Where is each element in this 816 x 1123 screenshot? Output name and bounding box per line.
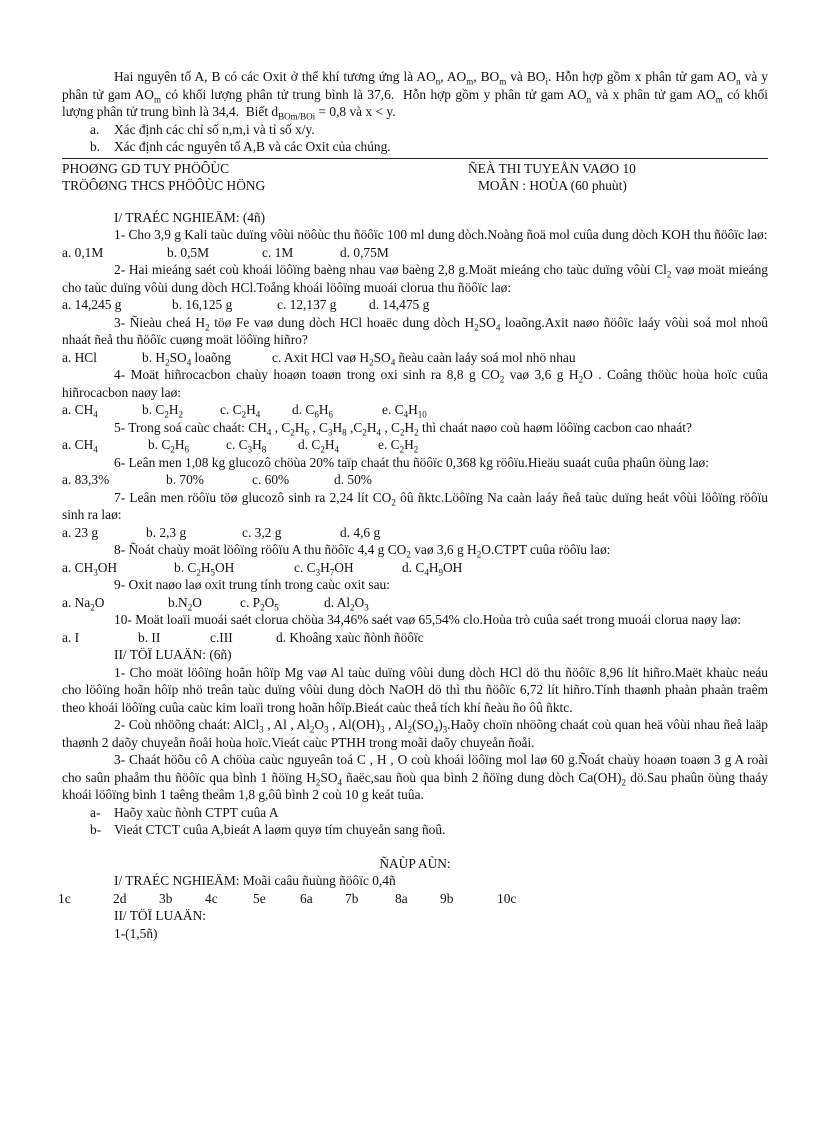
q1-text: 1- Cho 3,9 g Kali taùc duïng vôùi nöôùc thu ñöôïc 100 ml dung dòch.Noàng ñoä mol cuûa dung dòch KOH thu ñöôïc laø: [114, 227, 768, 242]
separator-line [62, 158, 768, 159]
q3-options: a. HCl b. $H_2SO_4$ loaõng c. Axit HCl vaø $H_2SO_4$ ñeàu caàn laáy soá mol nhö nhau [62, 349, 576, 368]
school-office: PHOØNG GD TUY PHÖÔÙC [62, 160, 230, 176]
school-name: TRÖÔØNG THCS PHÖÔÙC HÖNG [62, 178, 266, 193]
q2-options: a. 14,245 g b. 16,125 g c. 12,137 g d. 14,475 g [62, 297, 430, 312]
answer-key: 3b [159, 890, 173, 906]
answer-title: ÑAÙP AÙN: [379, 855, 451, 871]
answer-keys [58, 890, 768, 908]
answer-key: 7b [345, 890, 359, 906]
answer-key: 6a [300, 890, 313, 906]
exam-title: ÑEÀ THI TUYEÅN VAØO 10 [468, 160, 636, 176]
answer-key: 1c [58, 890, 71, 906]
q9-options: a. $Na_2O$ $b.N_2O$ c. $P_2O_5$ d. $Al_2O_3$ [62, 594, 369, 613]
part1-title: I/ TRAÉC NGHIEÄM: (4ñ) [114, 209, 266, 225]
exam-subject: MOÂN : HOÙA (60 phuùt) [478, 178, 627, 193]
q2-text: 2- Hai mieáng saét coù khoái löôïng baèng nhau vaø baèng 2,8 g.Moät mieáng cho taùc duïng vôùi $Cl_2$ vaø moät mieáng cho taùc duïng vôùi dung dòch HCl.Toång khoái löôïng muoái clorua thu ñöôïc laø: [62, 262, 768, 295]
answer-key: 5e [253, 890, 266, 906]
q4-text: 4- Moät hiñrocacbon chaùy hoaøn toaøn trong oxi sinh ra 8,8 g $CO_2$ vaø 3,6 g $H_2O$ . Coâng thöùc hoùa hoïc cuûa hiñrocacbon naøy laø: [62, 367, 768, 400]
q6-text: 6- Leân men 1,08 kg glucozô chöùa 20% taïp chaát thu ñöôïc 0,368 kg röôïu.Hieäu suaát cuûa phaûn öùng laø: [114, 454, 709, 470]
q9-text: 9- Oxit naøo laø oxit trung tính trong caùc oxit sau: [114, 577, 390, 592]
answer-part1: I/ TRAÉC NGHIEÄM: Moãi caâu ñuùng ñöôïc 0,4ñ [114, 873, 396, 888]
exam-header [62, 160, 768, 195]
answer-key: 2d [113, 890, 127, 906]
q7-options: a. 23 g b. 2,3 g c. 3,2 g d. 4,6 g [62, 524, 381, 540]
q3-text: 3- Ñieàu cheá $H_2$ töø Fe vaø dung dòch HCl hoaëc dung dòch $H_2SO_4$ loaõng.Axit naøo ñöôïc laáy vôùi soá mol nhoû nhaát ñeå thu ñöôïc cuøng moät löôïng hiñro? [62, 314, 769, 347]
q5-options: a. $CH_4$ b. $C_2H_6$ c. $C_3H_8$ d. $C_2H_4$ e. $C_2H_2$ [62, 437, 419, 455]
answer-part2: II/ TÖÏ LUAÄN: [114, 908, 206, 923]
essay-3: 3- Chaát höõu cô A chöùa caùc nguyeân toá C , H , O coù khoái löôïng mol laø 60 g.Ñoát chaùy hoaøn toaøn 3 g A roài cho saûn phaåm thu ñöôïc qua bình 1 ñöïng $H_2SO_4$ ñaëc,sau ñoù qua bình 2 ñöïng dung dòch $Ca(OH)_2$ dö.Sau phaûn öùng thaáy khoái löôïng bình 1 taêng theâm 1,8 g,ôû bình 2 coù 10 g keát tuûa. [62, 752, 768, 802]
q10-text: 10- Moät loaïi muoái saét clorua chöùa 34,46% saét vaø 65,54% clo.Hoùa trò cuûa saét trong muoái clorua naøy laø: [114, 612, 741, 627]
part2-title: II/ TÖÏ LUAÄN: (6ñ) [114, 647, 232, 662]
essay-3a: a- Haõy xaùc ñònh CTPT cuûa A [90, 804, 279, 820]
intro-question-a: a. Xác định các chỉ số n,m,i và tỉ số x/y. [90, 121, 315, 137]
q8-text: 8- Ñoát chaùy moät löôïng röôïu A thu ñöôïc 4,4 g $CO_2$ vaø 3,6 g $H_2O.CTPT$ cuûa röôïu laø: [114, 542, 611, 560]
q10-options: a. I b. II c.III d. Khoâng xaùc ñònh ñöôïc [62, 629, 424, 645]
intro-line-1: Hai nguyên tố A, B có các Oxit ở thể khí tương ứng là $AO_n$, $AO_m$, $BO_m$ và $BO_i$. Hỗn hợp gồm x phân tử [114, 69, 687, 87]
q6-options: a. 83,3% b. 70% c. 60% d. 50% [62, 472, 372, 487]
essay-2: 2- Coù nhöõng chaát: AlCl$_3$ , Al , $Al_2O_3$ , $Al(OH)_3$ , $Al_2(SO_4)_3.Haõy$ choïn nhöõng chaát coù quan heä vôùi nhau ñeå laäp thaønh 2 daõy chuyeån ñoåi hoùa hoïc.Vieát caùc PTHH trong moãi daõy chuyeån ñoåi. [62, 717, 768, 750]
answer-essay-1: 1-(1,5ñ) [114, 925, 158, 941]
answer-key: 9b [440, 890, 454, 906]
q5-text: 5- Trong soá caùc chaát: $CH_4$ , $C_2H_6$ , $C_3H_8$ $,C_2H_4$ , $C_2H_2$ thì chaát naøo coù haøm löôïng cacbon cao nhaát? [114, 419, 692, 438]
essay-1: 1- Cho moät löôïng hoãn hôïp Mg vaø Al taùc duïng vôùi dung dòch HCl dö thu ñöôïc 8,96 lít hiñro.Maët khaùc neáu cho löôïng hoãn hôïp nhö treân taùc duïng vôùi dung dòch NaOH dö thì thu ñöôïc 6,72 lít hiñro.Tính thaønh phaàn phaàn traêm theo khoái löôïng cuûa caùc kim loaïi trong hoãn hôïp.Bieát caùc theå tích khí ñeàu ño ôû ñktc. [62, 664, 768, 715]
answer-key: 4c [205, 890, 218, 906]
document-page [58, 68, 769, 942]
intro-question-b: b. Xác định các nguyên tố A,B và các Oxit của chúng. [90, 139, 391, 154]
essay-3b: b- Vieát CTCT cuûa A,bieát A laøm quyø tím chuyeån sang ñoû. [90, 822, 446, 837]
answer-key: 8a [395, 890, 408, 906]
q8-options: a. $CH_3OH$ b. $C_2H_5OH$ c. $C_3H_7OH$ d. $C_4H_9OH$ [62, 559, 463, 578]
answer-key: 10c [497, 890, 517, 906]
q1-options: a. 0,1M b. 0,5M c. 1M d. 0,75M [62, 244, 389, 260]
intro-paragraph: Hai nguyên tố A, B có các Oxit ở thể khí tương ứng là $AO_n$, $AO_m$, $BO_m$ và $BO_i$. Hỗn hợp gồm x phân tử gam $AO_n$ và y phân tử gam $AO_m$ có khối lượng phân tử trung bình là 37,6. Hỗn hợp gồm y phân tử gam $AO_n$ và x phân tử gam $AO_m$ có khối lượng phân tử trung bình là 34,4. Biết $d_{BOm/BOi} = 0,8$ và x < y. [62, 69, 768, 122]
q4-options: a. $CH_4$ b. $C_2H_2$ c. $C_2H_4$ d. $C_6H_6$ e. $C_4H_{10}$ [62, 402, 427, 420]
q7-text: 7- Leân men röôïu töø glucozô sinh ra 2,24 lít $CO_2$ ôû ñktc.Löôïng Na caàn laáy ñeå taùc duïng heát vôùi löôïng röôïu sinh ra laø: [62, 489, 768, 522]
